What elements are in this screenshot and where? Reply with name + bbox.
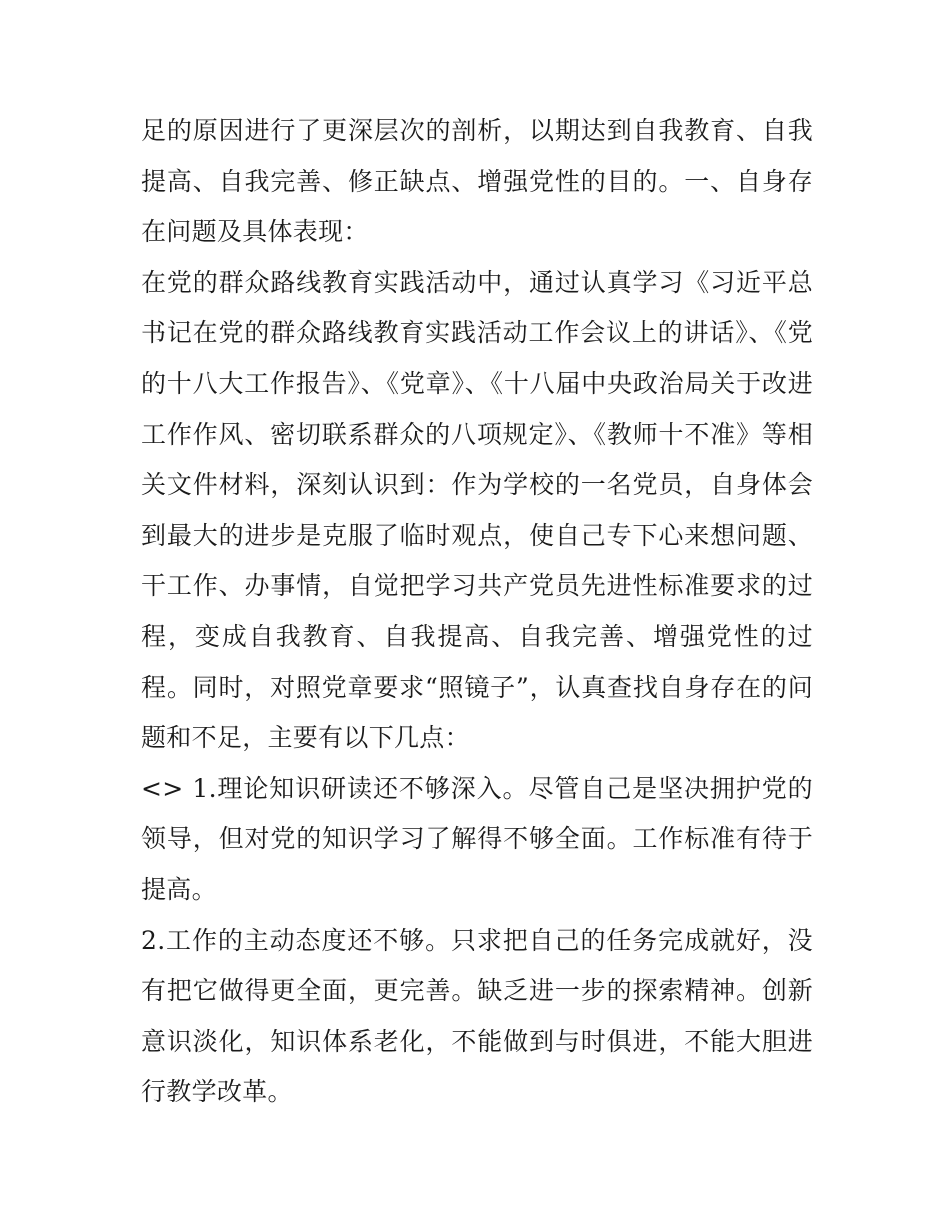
paragraph-study: 在党的群众路线教育实践活动中，通过认真学习《习近平总书记在党的群众路线教育实践活动工作会议上的讲话》、《党的十八大工作报告》、《党章》、《十八届中央政治局关于改进工作作风、密切联系群众的八项规定》、《教师十不准》等相关文件材料，深刻认识到：作为学校的一名党员，自身体会到最大的进步是克服了临时观点，使自己专下心来想问题、干工作、办事情，自觉把学习共产党员先进性标准要求的过程，变成自我教育、自我提高、自我完善、增强党性的过程。同时，对照党章要求“照镜子”，认真查找自身存在的问题和不足，主要有以下几点： [141,267,813,753]
paragraph-intro: 足的原因进行了更深层次的剖析，以期达到自我教育、自我提高、自我完善、修正缺点、增强党性的目的。一、自身存在问题及具体表现： [141,116,813,247]
paragraph-point-2: 2.工作的主动态度还不够。只求把自己的任务完成就好，没有把它做得更全面，更完善。缺乏进一步的探索精神。创新意识淡化，知识体系老化，不能做到与时俱进，不能大胆进行教学改革。 [141,925,813,1107]
paragraph-point-1: <> 1.理论知识研读还不够深入。尽管自己是坚决拥护党的领导，但对党的知识学习了解得不够全面。工作标准有待于提高。 [141,773,813,904]
document-body [141,106,813,1118]
